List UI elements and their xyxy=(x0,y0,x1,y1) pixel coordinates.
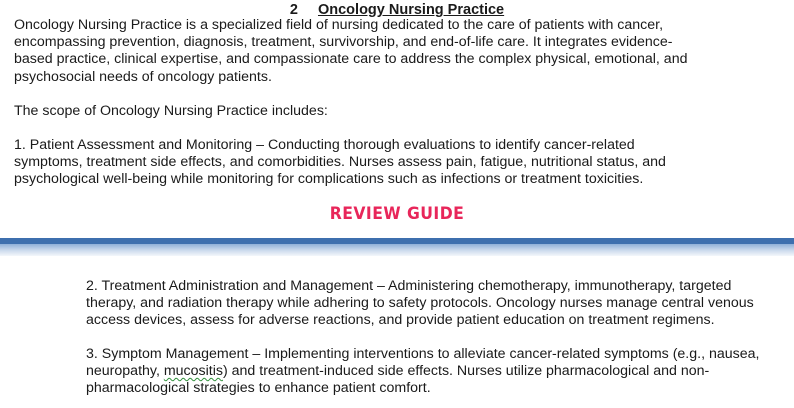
section-title: Oncology Nursing Practice xyxy=(317,2,505,18)
review-guide-watermark: REVIEW GUIDE xyxy=(329,204,465,224)
spellcheck-flagged-word: mucositis xyxy=(163,363,223,380)
page-bottom xyxy=(0,256,794,408)
list-item-treatment: 2. Treatment Administration and Management – Administering chemotherapy, immunotherapy, targeted therapy, and radiation therapy while adhering to safety protocols. Oncology nurses manage central venous access devices, assess for adverse reactions, and provide patient education on treatment regimens. xyxy=(86,278,754,329)
scope-paragraph: The scope of Oncology Nursing Practice includes: xyxy=(14,103,328,119)
list-item-symptom xyxy=(86,346,776,398)
page-divider xyxy=(0,238,794,256)
symptom-text-start: 3. Symptom Management – Implementing interventions to alleviate cancer-related symptoms (e.g., nausea, neuropathy, xyxy=(86,346,760,380)
list-item-assessment: 1. Patient Assessment and Monitoring – Conducting thorough evaluations to identify cancer-related symptoms, treatment side effects, and comorbidities. Nurses assess pain, fatigue, nutritional status, and psychological well-being while monitoring for complications such as infections or treatment toxicities. xyxy=(14,137,666,188)
intro-paragraph: Oncology Nursing Practice is a specialized field of nursing dedicated to the care of patients with cancer, encompassing prevention, diagnosis, treatment, survivorship, and end-of-life care. It integrates evidence-based practice, clinical expertise, and compassionate care to address the complex physical, emotional, and psychosocial needs of oncology patients. xyxy=(14,17,688,85)
symptom-text-end: ) and treatment-induced side effects. Nurses utilize pharmacological and non-pharmacological strategies to enhance patient comfort. xyxy=(86,363,710,397)
section-number: 2 xyxy=(289,2,298,18)
